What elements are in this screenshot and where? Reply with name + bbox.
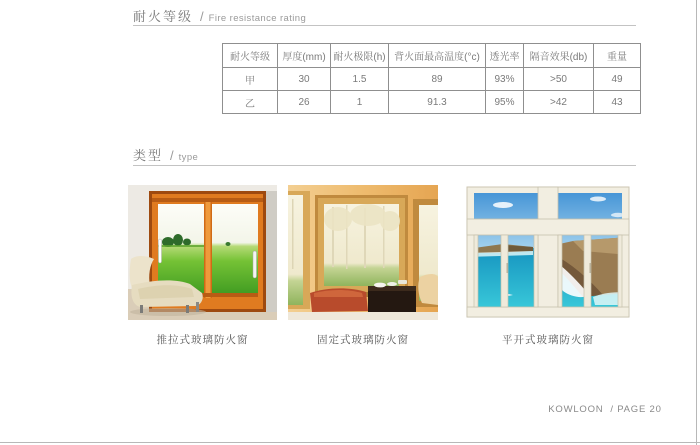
fire-resistance-table (222, 43, 641, 114)
section-title-zh: 类型 (133, 148, 164, 163)
table-header-cell: 耐火等级 (223, 44, 278, 68)
table-cell: >50 (524, 68, 594, 91)
table-header-cell: 透光率 (486, 44, 524, 68)
table-row (223, 91, 641, 114)
casement-glass-fire-window-photo (463, 185, 633, 320)
section-heading-fire-rating (133, 6, 306, 25)
table-cell: 43 (594, 91, 641, 114)
section-title-zh: 耐火等级 (133, 9, 194, 24)
section-title-en: Fire resistance rating (208, 13, 307, 24)
table-cell: 30 (278, 68, 331, 91)
product-caption: 推拉式玻璃防火窗 (156, 334, 249, 346)
section-heading-type (133, 145, 198, 164)
product-photo-fixed-window (288, 185, 438, 320)
table-cell: 91.3 (389, 91, 486, 114)
table-header-cell: 背火面最高温度(°c) (389, 44, 486, 68)
product-photo-casement-window (463, 185, 633, 320)
table-header-cell: 隔音效果(db) (524, 44, 594, 68)
fixed-glass-fire-window-photo (288, 185, 438, 320)
page-footer: KOWLOON / PAGE 20 (548, 404, 662, 415)
sliding-glass-fire-window-photo (128, 185, 277, 320)
table-cell: 49 (594, 68, 641, 91)
table-row (223, 68, 641, 91)
table-cell: >42 (524, 91, 594, 114)
table-header-row (223, 44, 641, 68)
product-caption: 固定式玻璃防火窗 (317, 334, 409, 346)
section-title-slash: / (200, 9, 204, 24)
section-title-slash: / (170, 148, 174, 163)
table-header-cell: 重量 (594, 44, 641, 68)
page-bottom-rule (0, 442, 700, 443)
table-cell: 89 (389, 68, 486, 91)
table-cell: 1.5 (331, 68, 389, 91)
table-cell: 1 (331, 91, 389, 114)
table-cell: 26 (278, 91, 331, 114)
section-title-en: type (178, 152, 199, 163)
table-header-cell: 耐火极限(h) (331, 44, 389, 68)
section-divider-line (133, 165, 636, 166)
page-right-rule (696, 0, 697, 445)
table-cell: 甲 (223, 68, 278, 91)
table-header-cell: 厚度(mm) (278, 44, 331, 68)
section-divider-line (133, 25, 636, 26)
table-cell: 93% (486, 68, 524, 91)
product-caption: 平开式玻璃防火窗 (502, 334, 594, 346)
product-photo-sliding-window (128, 185, 277, 320)
table-cell: 95% (486, 91, 524, 114)
table-cell: 乙 (223, 91, 278, 114)
